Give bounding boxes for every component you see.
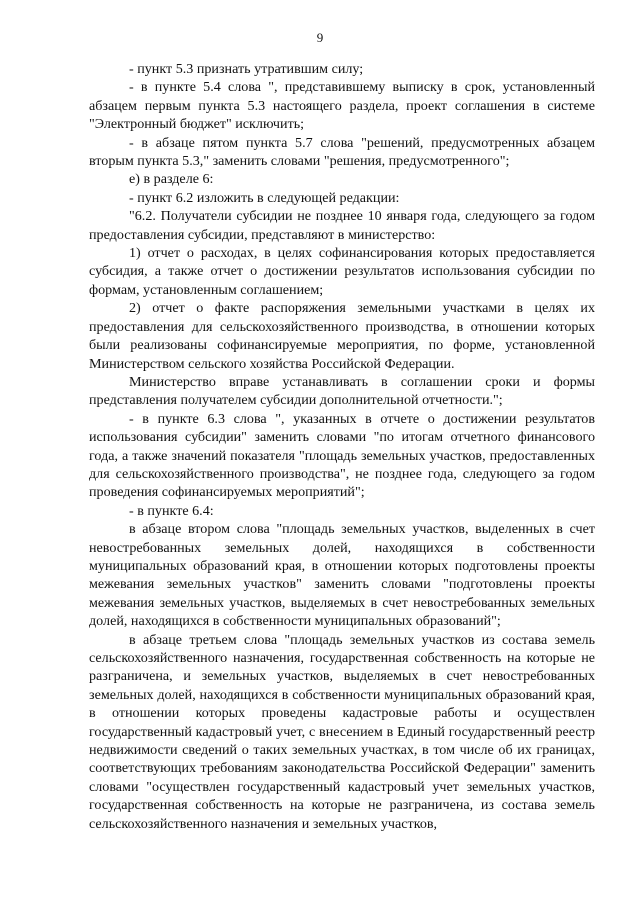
paragraph: е) в разделе 6: [129,171,214,188]
paragraph: 2) отчет о факте распоряжения земельными участками в целях их предоставления для сельскохозяйственного производства, в отношении которых были реализованы софинансируемые мероприятия, по форме, установленной Министерством сельского хозяйства Российской Федерации. [89,300,595,372]
paragraph: в абзаце втором слова "площадь земельных участков, выделенных в счет невостребованных земельных долей, находящихся в собственности муниципальных образований края, в отношении которых подготовлены проекты межевания земельных участков" заменить словами "подготовлены проекты межевания земельных участков, выделяемых в счет невостребованных земельных долей, находящихся в собственности муниципальных образований"; [89,521,595,630]
document-body [89,60,595,833]
paragraph: 1) отчет о расходах, в целях софинансирования которых предоставляется субсидия, а также отчет о достижении результатов использования субсидии по формам, установленным соглашением; [89,245,595,298]
paragraph: - в абзаце пятом пункта 5.7 слова "решений, предусмотренных абзацем вторым пункта 5.3," заменить словами "решения, предусмотренного"; [89,134,595,170]
paragraph: - в пункте 6.4: [129,502,214,519]
paragraph: в абзаце третьем слова "площадь земельных участков из состава земель сельскохозяйственного назначения, государственная собственность на которые не разграничена, и земельных участков, выделяемых в счет невостребованных земельных долей, находящихся в собственности муниципальных образований края, в отношении которых проведены кадастровые работы и осуществлен государственный кадастровый учет, с внесением в Единый государственный реестр недвижимости сведений о таких земельных участках, в том числе об их границах, соответствующих требованиям законодательства Российской Федерации" заменить словами "осуществлен государственный кадастровый учет земельных участков, государственная собственность на которые не разграничена, из состава земель сельскохозяйственного назначения и земельных участков, [89,631,595,832]
paragraph: - в пункте 5.4 слова ", представившему выписку в срок, установленный абзацем первым пункта 5.3 настоящего раздела, проект соглашения в системе "Электронный бюджет" исключить; [89,79,595,133]
paragraph: - пункт 6.2 изложить в следующей редакции: [129,189,400,206]
paragraph: Министерство вправе устанавливать в соглашении сроки и формы представления получателем субсидии дополнительной отчетности."; [89,373,595,409]
paragraph: - пункт 5.3 признать утратившим силу; [129,61,364,77]
paragraph: "6.2. Получатели субсидии не позднее 10 января года, следующего за годом предоставления субсидии, представляют в министерство: [89,208,595,243]
paragraph: - в пункте 6.3 слова ", указанных в отчете о достижении результатов использования субсидии" заменить словами "по итогам отчетного финансового года, а также значений показателя "площадь земельных участков, предоставленных для сельскохозяйственного производства", не позднее года, следующего за годом проведения софинансируемых мероприятий"; [89,410,595,501]
page-number: 9 [316,30,324,45]
